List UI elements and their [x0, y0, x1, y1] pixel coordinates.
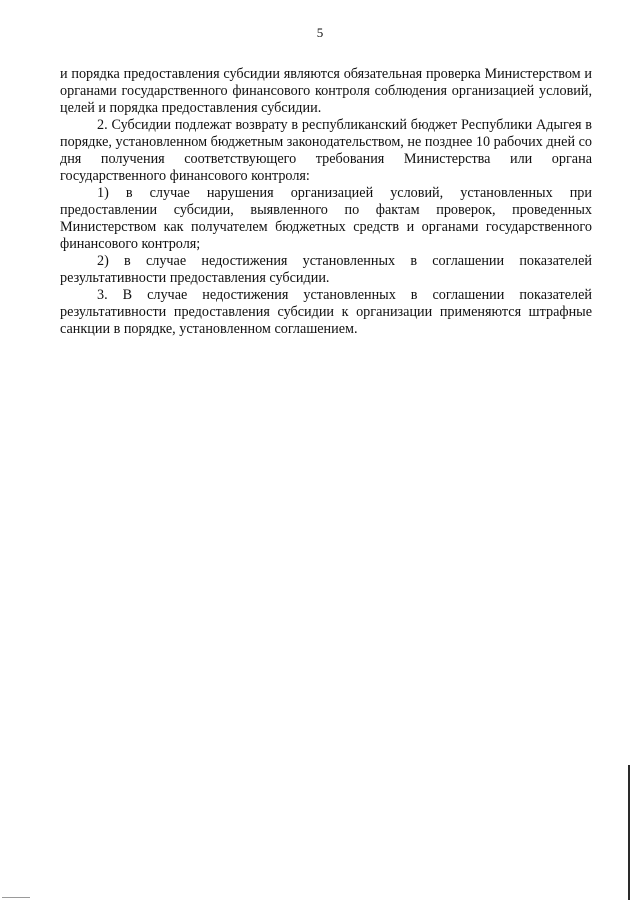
scan-edge-mark [628, 765, 630, 900]
paragraph-continuation: и порядка предоставления субсидии являются обязательная проверка Министерством и органами государственного финансового контроля соблюдения организацией условий, целей и порядка предоставления субсидии. [60, 66, 592, 116]
paragraph-clause-2: 2. Субсидии подлежат возврату в республиканский бюджет Республики Адыгея в порядке, установленном бюджетным законодательством, не позднее 10 рабочих дней со дня получения соответствующего требования Министерства или органа государственного финансового контроля: [60, 117, 592, 184]
document-body [60, 66, 592, 338]
scan-corner-mark [2, 897, 30, 898]
paragraph-clause-3: 3. В случае недостижения установленных в соглашении показателей результативности предоставления субсидии к организации применяются штрафные санкции в порядке, установленном соглашением. [60, 287, 592, 337]
paragraph-subclause-2: 2) в случае недостижения установленных в соглашении показателей результативности предоставления субсидии. [60, 253, 592, 286]
page-number: 5 [316, 25, 324, 40]
paragraph-subclause-1: 1) в случае нарушения организацией условий, установленных при предоставлении субсидии, выявленного по фактам проверок, проведенных Министерством как получателем бюджетных средств и органами государственного финансового контроля; [60, 185, 592, 252]
